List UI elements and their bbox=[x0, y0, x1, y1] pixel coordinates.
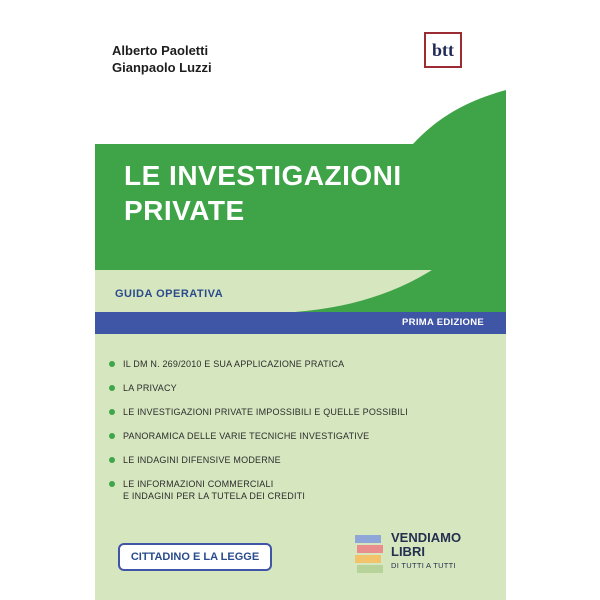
list-item-text: LE INVESTIGAZIONI PRIVATE IMPOSSIBILI E QUELLE POSSIBILI bbox=[123, 407, 408, 417]
book-subtitle: GUIDA OPERATIVA bbox=[115, 288, 224, 300]
watermark-logo bbox=[355, 527, 495, 587]
list-item-text: PANORAMICA DELLE VARIE TECNICHE INVESTIGATIVE bbox=[123, 431, 370, 441]
list-item bbox=[107, 382, 497, 394]
book-title bbox=[124, 158, 454, 228]
list-item bbox=[107, 430, 497, 442]
topics-list bbox=[107, 358, 497, 514]
list-item-text: IL DM N. 269/2010 E SUA APPLICAZIONE PRATICA bbox=[123, 359, 345, 369]
watermark-line-3: DI TUTTI A TUTTI bbox=[391, 561, 456, 570]
bullet-dot-icon bbox=[109, 361, 115, 367]
title-line-2: PRIVATE bbox=[124, 195, 245, 226]
title-line-1: LE INVESTIGAZIONI bbox=[124, 160, 402, 191]
edition-bar bbox=[95, 312, 506, 334]
author-1: Alberto Paoletti bbox=[112, 43, 209, 58]
list-item bbox=[107, 406, 497, 418]
list-item bbox=[107, 358, 497, 370]
watermark-line-1: VENDIAMO bbox=[391, 530, 462, 545]
bullet-dot-icon bbox=[109, 385, 115, 391]
watermark-line-2: LIBRI bbox=[391, 544, 425, 559]
list-item-text: LE INFORMAZIONI COMMERCIALI bbox=[123, 479, 274, 489]
book-stack-icon bbox=[355, 535, 385, 575]
series-label: CITTADINO E LA LEGGE bbox=[130, 551, 260, 563]
bullet-dot-icon bbox=[109, 433, 115, 439]
list-item-text: LA PRIVACY bbox=[123, 383, 177, 393]
book-cover bbox=[95, 20, 506, 600]
author-2: Gianpaolo Luzzi bbox=[112, 60, 212, 75]
list-item bbox=[107, 478, 497, 502]
publisher-logo-text: btt bbox=[432, 39, 454, 60]
list-item-text: LE INDAGINI DIFENSIVE MODERNE bbox=[123, 455, 281, 465]
edition-label: PRIMA EDIZIONE bbox=[402, 317, 484, 328]
bullet-dot-icon bbox=[109, 457, 115, 463]
list-item-text-continued: E INDAGINI PER LA TUTELA DEI CREDITI bbox=[123, 491, 306, 501]
bullet-dot-icon bbox=[109, 409, 115, 415]
list-item bbox=[107, 454, 497, 466]
series-badge bbox=[118, 543, 272, 571]
bullet-dot-icon bbox=[109, 481, 115, 487]
